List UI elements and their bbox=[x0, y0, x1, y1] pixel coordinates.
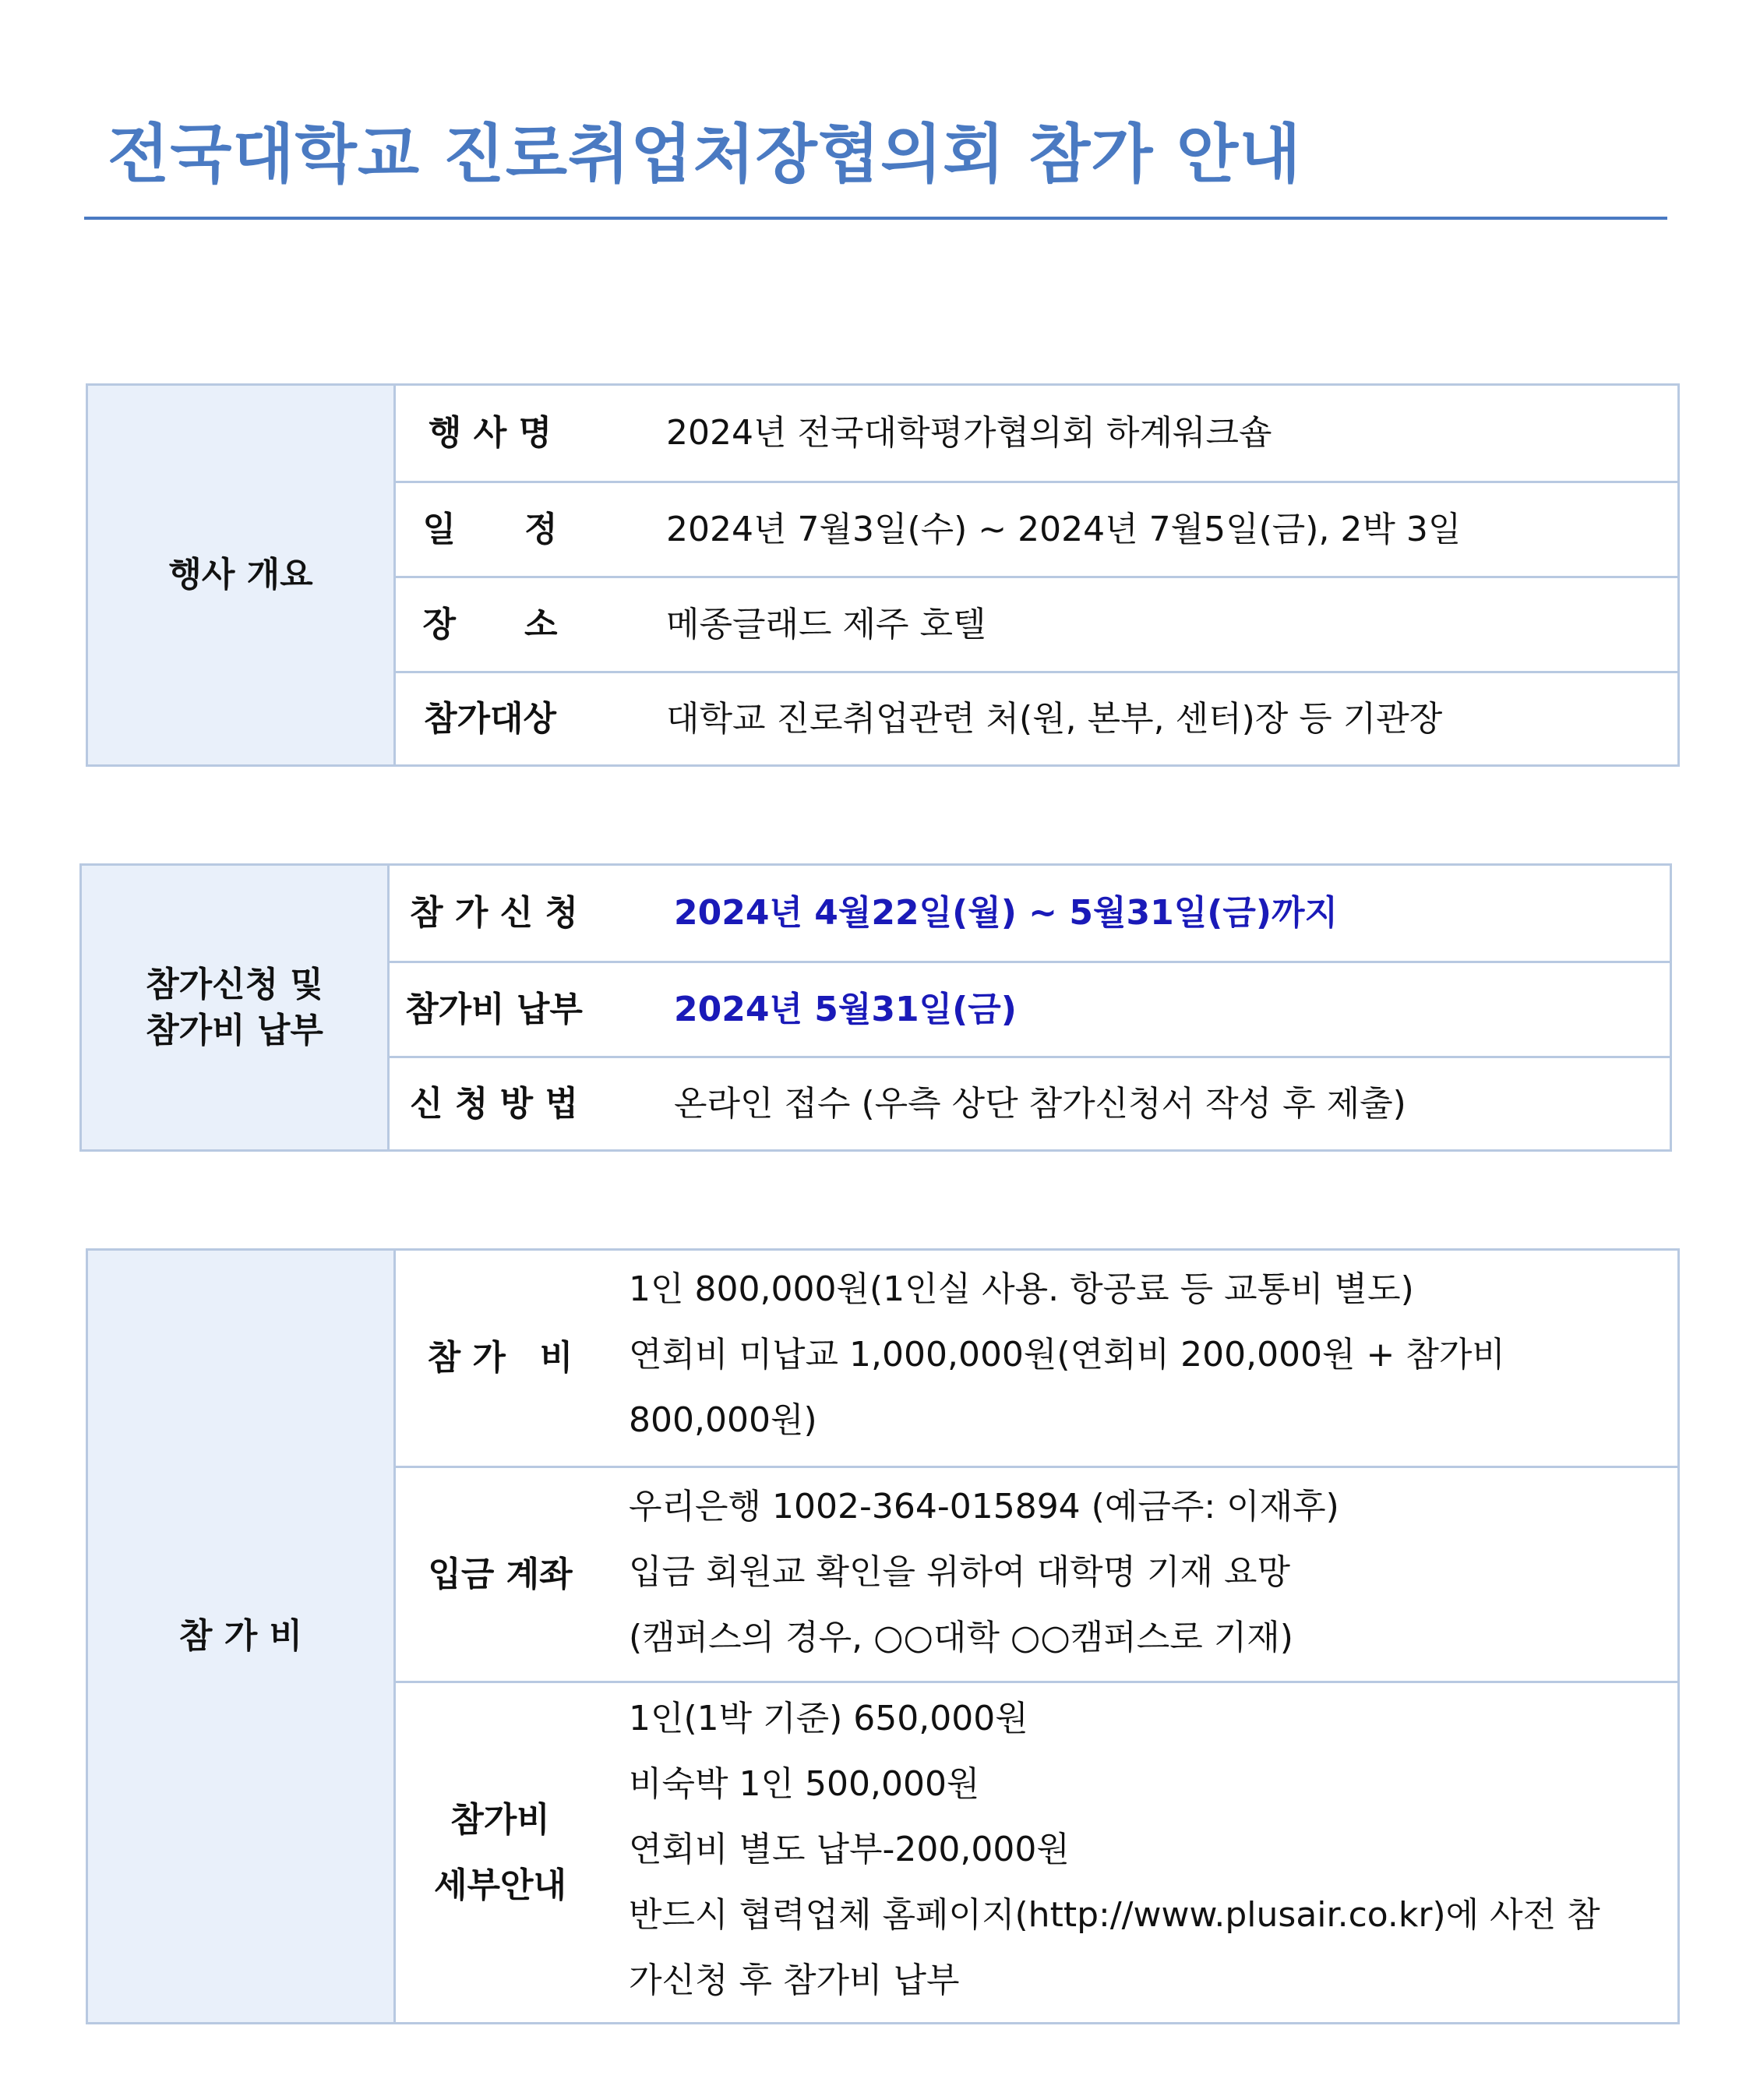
event-name-row bbox=[393, 386, 1677, 481]
fee-details-line: 가신청 후 참가비 납부 bbox=[629, 1961, 960, 2000]
fee-details-line: 반드시 협력업체 홈페이지(http://www.plusair.co.kr)에 사전 참 bbox=[629, 1895, 1600, 1935]
registration-period-row bbox=[387, 866, 1670, 961]
fee-details-line: 연회비 별도 납부-200,000원 bbox=[629, 1830, 1070, 1869]
schedule-row bbox=[393, 481, 1677, 576]
fee-table bbox=[86, 1248, 1680, 2024]
schedule-label: 일 정 bbox=[422, 509, 558, 549]
fee-details-lines bbox=[629, 1686, 1654, 2014]
application-method-value: 온라인 접수 (우측 상단 참가신청서 작성 후 제출) bbox=[674, 1083, 1406, 1124]
target-label: 참가대상 bbox=[423, 698, 556, 739]
venue-value: 메종글래드 제주 호텔 bbox=[666, 604, 986, 644]
bank-account-label: 입금 계좌 bbox=[428, 1554, 573, 1594]
bank-account-row bbox=[393, 1466, 1677, 1681]
fee-line: 연회비 미납교 1,000,000원(연회비 200,000원 + 참가비 bbox=[629, 1335, 1505, 1375]
venue-row bbox=[393, 576, 1677, 671]
registration-period-value: 2024년 4월22일(월) ~ 5월31일(금)까지 bbox=[674, 893, 1338, 933]
fee-details-label-line1: 참가비 bbox=[450, 1799, 550, 1840]
page-title: 전국대학교 진로취업처장협의회 참가 안내 bbox=[108, 118, 1302, 192]
bank-account-line: 우리은행 1002-364-015894 (예금주: 이재후) bbox=[629, 1487, 1339, 1526]
target-value: 대학교 진로취업관련 처(원, 본부, 센터)장 등 기관장 bbox=[666, 698, 1443, 739]
bank-account-lines bbox=[629, 1474, 1654, 1671]
fee-label: 참 가 비 bbox=[427, 1338, 573, 1378]
fee-details-label-line2: 세부안내 bbox=[433, 1865, 566, 1905]
fee-details-line: 1인(1박 기준) 650,000원 bbox=[629, 1699, 1028, 1738]
fee-lines bbox=[629, 1257, 1654, 1453]
fee-details-line: 비숙박 1인 500,000원 bbox=[629, 1764, 980, 1804]
event-overview-label: 행사 개요 bbox=[88, 386, 396, 764]
target-row bbox=[393, 671, 1677, 764]
title-underline bbox=[84, 217, 1667, 220]
fee-section-label: 참 가 비 bbox=[88, 1251, 396, 2022]
event-name-value: 2024년 전국대학평가협의회 하계워크숍 bbox=[666, 413, 1272, 453]
registration-label bbox=[82, 866, 390, 1149]
event-name-label: 행 사 명 bbox=[428, 413, 552, 454]
fee-line: 1인 800,000원(1인실 사용. 항공료 등 교통비 별도) bbox=[629, 1269, 1414, 1309]
schedule-value: 2024년 7월3일(수) ~ 2024년 7월5일(금), 2박 3일 bbox=[666, 509, 1462, 549]
event-overview-table bbox=[86, 383, 1680, 767]
application-method-label: 신 청 방 법 bbox=[410, 1083, 578, 1124]
fee-details-label bbox=[393, 1683, 607, 2022]
application-method-row bbox=[387, 1056, 1670, 1149]
payment-deadline-label: 참가비 납부 bbox=[405, 989, 583, 1029]
payment-deadline-row bbox=[387, 961, 1670, 1056]
fee-details-row bbox=[393, 1681, 1677, 2022]
fee-line: 800,000원) bbox=[629, 1400, 817, 1440]
venue-label: 장 소 bbox=[422, 604, 558, 644]
bank-account-line: (캠퍼스의 경우, ○○대학 ○○캠퍼스로 기재) bbox=[629, 1618, 1293, 1657]
registration-table bbox=[79, 863, 1672, 1152]
registration-label-line2: 참가비 납부 bbox=[146, 1011, 323, 1050]
registration-label-line1: 참가신청 및 bbox=[146, 964, 323, 1004]
payment-deadline-value: 2024년 5월31일(금) bbox=[674, 989, 1017, 1029]
registration-period-label: 참 가 신 청 bbox=[410, 893, 578, 934]
fee-row bbox=[393, 1251, 1677, 1466]
bank-account-line: 입금 회원교 확인을 위하여 대학명 기재 요망 bbox=[629, 1552, 1290, 1592]
